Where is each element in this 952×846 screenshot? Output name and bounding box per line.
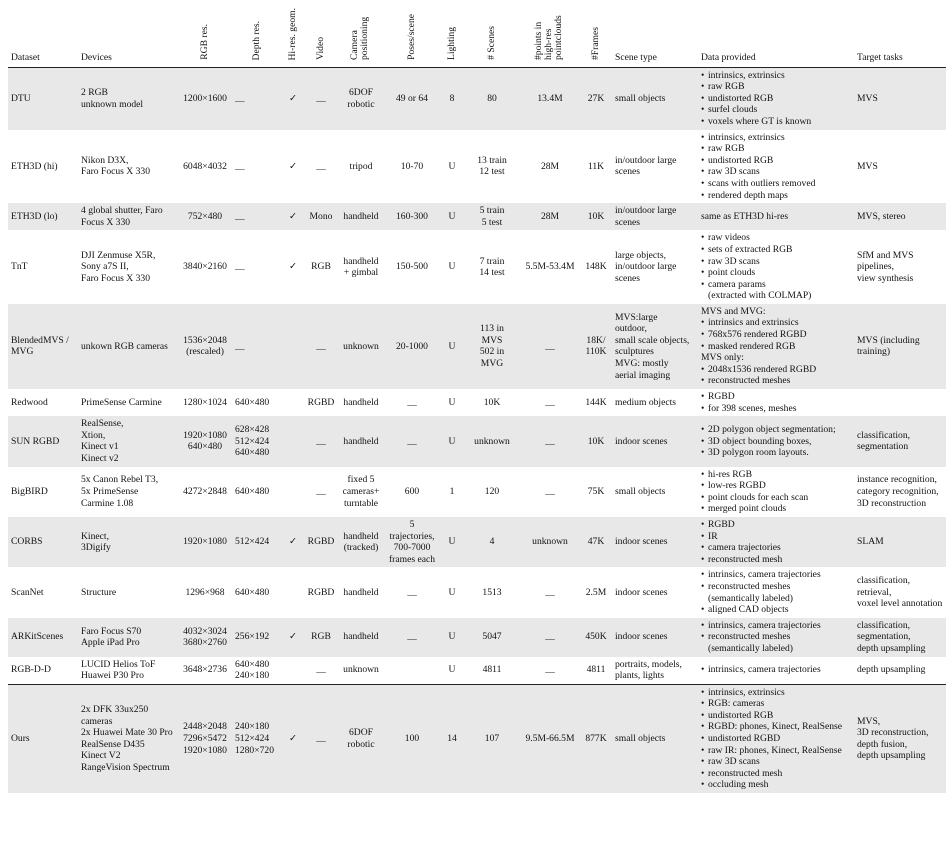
cell-frames: 877K: [580, 684, 612, 793]
data-provided-item: • reconstructed meshes: [701, 631, 851, 643]
cell-depth-res: __: [232, 67, 282, 129]
cell-lighting: U: [440, 416, 464, 466]
cell-devices: 4 global shutter, Faro Focus X 330: [78, 203, 178, 230]
cell-video: __: [304, 67, 338, 129]
cell-poses-scene: [384, 657, 440, 685]
cell-hires-geom: ✓: [282, 684, 304, 793]
cell-depth-res: 640×480 240×180: [235, 658, 270, 682]
cell-depth-res: 640×480: [235, 586, 270, 598]
header-data-provided: Data provided: [698, 6, 854, 67]
data-provided-list: [701, 469, 851, 515]
cell-poses-scene: __: [384, 416, 440, 466]
cell-rgb-res: 4032×3024 3680×2760: [178, 618, 232, 657]
cell-dataset: Redwood: [11, 396, 48, 408]
cell-lighting: U: [440, 517, 464, 567]
cell-scene-type: indoor scenes: [612, 416, 698, 466]
header-video: Video: [304, 6, 338, 67]
data-provided-item: • 3D polygon room layouts.: [701, 447, 851, 459]
cell-scene-type: medium objects: [615, 396, 677, 408]
data-provided-item: • intrinsics, camera trajectories: [701, 664, 851, 676]
cell-depth-res: 240×180 512×424 1280×720: [232, 684, 282, 793]
data-provided-item: • camera trajectories: [701, 542, 851, 554]
data-provided-item: • RGB: cameras: [701, 698, 851, 710]
header-row: [8, 6, 946, 67]
data-provided-item: • undistorted RGB: [701, 93, 851, 105]
cell-scenes: 4: [464, 517, 520, 567]
data-provided-item: • intrinsics and extrinsics: [701, 317, 851, 329]
cell-depth-res: __: [235, 160, 245, 172]
cell-depth-res: 640×480: [235, 396, 270, 408]
header-target-tasks: Target tasks: [854, 6, 946, 67]
cell-lighting: U: [448, 396, 456, 408]
cell-depth-res: 640×480: [235, 485, 270, 497]
cell-hires-geom: ✓: [282, 618, 304, 657]
data-provided-list: [701, 687, 851, 791]
cell-camera-positioning: unknown: [338, 304, 384, 389]
cell-devices: DJI Zenmuse X5R, Sony a7S II, Faro Focus X 330: [81, 249, 156, 284]
data-provided-list: [701, 664, 851, 676]
cell-points: __: [520, 416, 580, 466]
data-provided-item: • surfel clouds: [701, 104, 851, 116]
data-provided-list: [701, 232, 851, 302]
data-provided-note: (extracted with COLMAP): [708, 290, 812, 302]
cell-points: __: [520, 304, 580, 389]
cell-video: RGBD: [304, 517, 338, 567]
cell-scene-type: indoor scenes: [612, 517, 698, 567]
cell-video: __: [304, 416, 338, 466]
table-row: [8, 304, 946, 389]
cell-dataset: ETH3D (hi): [11, 160, 58, 172]
cell-points: unknown: [520, 517, 580, 567]
cell-camera-positioning: handheld + gimbal: [343, 255, 379, 279]
header-dataset: Dataset: [8, 6, 78, 67]
data-provided-item: • low-res RGBD: [701, 480, 851, 492]
cell-camera-positioning: handheld: [338, 416, 384, 466]
data-provided-list: [701, 70, 851, 128]
data-provided-item: • RGBD: [701, 391, 851, 403]
header-scene-type: Scene type: [612, 6, 698, 67]
cell-scene-type: in/outdoor large scenes: [615, 154, 677, 178]
header-points: #points in high-res pointclouds: [520, 6, 580, 67]
cell-hires-geom: ✓: [288, 261, 298, 273]
cell-poses-scene: 600: [404, 485, 420, 497]
data-provided-item: • IR: [701, 531, 851, 543]
data-provided-item: • point clouds for each scan: [701, 492, 851, 504]
cell-rgb-res: 1536×2048 (rescaled): [178, 304, 232, 389]
data-provided-item: • undistorted RGBD: [701, 733, 851, 745]
data-provided-item: • raw IR: phones, Kinect, RealSense: [701, 745, 851, 757]
cell-devices: 2 RGB unknown model: [78, 67, 178, 129]
data-provided-item: • raw 3D scans: [701, 256, 851, 268]
data-provided-item: • undistorted RGB: [701, 710, 851, 722]
cell-target-tasks: [854, 389, 946, 416]
cell-depth-res: 512×424: [232, 517, 282, 567]
data-provided-item: • 2048x1536 rendered RGBD: [701, 364, 851, 376]
table-row: [8, 517, 946, 567]
cell-camera-positioning: handheld: [338, 203, 384, 230]
table-row: [8, 684, 946, 793]
cell-scene-type: small objects: [612, 684, 698, 793]
cell-lighting: 8: [440, 67, 464, 129]
table-row: [8, 657, 946, 685]
data-provided-item: • reconstructed mesh: [701, 768, 851, 780]
table-row: [8, 389, 946, 416]
cell-scene-type: small objects: [612, 67, 698, 129]
cell-frames: 10K: [580, 203, 612, 230]
cell-dataset: RGB-D-D: [11, 664, 51, 676]
data-provided-list: [701, 424, 851, 459]
cell-data-provided: [698, 618, 854, 657]
cell-data-provided: [698, 657, 854, 685]
table-row: [8, 67, 946, 129]
cell-hires-geom: [282, 657, 304, 685]
header-hires-geom: Hi-res. geom.: [282, 6, 304, 67]
data-provided-item: • intrinsics, camera trajectories: [701, 569, 851, 581]
data-provided-item: • intrinsics, extrinsics: [701, 132, 851, 144]
cell-devices: Faro Focus S70 Apple iPad Pro: [78, 618, 178, 657]
cell-rgb-res: 3840×2160: [183, 261, 227, 273]
cell-data-provided: [698, 517, 854, 567]
header-rgb-res: RGB res.: [178, 6, 232, 67]
cell-devices: Kinect, 3Digify: [78, 517, 178, 567]
cell-scenes: 120: [484, 485, 500, 497]
cell-lighting: U: [440, 618, 464, 657]
cell-points: 28M: [540, 160, 560, 172]
cell-hires-geom: ✓: [282, 203, 304, 230]
cell-video: Mono: [304, 203, 338, 230]
data-provided-note: (semantically labeled): [708, 642, 793, 654]
cell-dataset: BlendedMVS / MVG: [8, 304, 78, 389]
cell-data-provided: [698, 203, 854, 230]
data-provided-item: • 2D polygon object segmentation;: [701, 424, 851, 436]
data-provided-list: [701, 364, 851, 387]
cell-rgb-res: 752×480: [178, 203, 232, 230]
data-provided-item: • aligned CAD objects: [701, 604, 851, 616]
cell-dataset: CORBS: [8, 517, 78, 567]
header-camera-positioning: Camera positioning: [338, 6, 384, 67]
cell-frames: 10K: [580, 416, 612, 466]
cell-rgb-res: 1296×968: [185, 586, 225, 598]
cell-points: __: [545, 664, 555, 676]
cell-devices: Nikon D3X, Faro Focus X 330: [81, 154, 151, 178]
data-provided-item: • intrinsics, camera trajectories: [701, 620, 851, 632]
cell-points: __: [545, 485, 555, 497]
cell-frames: 450K: [580, 618, 612, 657]
data-provided-item: • merged point clouds: [701, 503, 851, 515]
data-provided-list: [701, 391, 851, 414]
cell-depth-res: __: [232, 304, 282, 389]
data-provided-list: [701, 519, 851, 565]
cell-scenes: 113 in MVS 502 in MVG: [464, 304, 520, 389]
data-provided-item: • voxels where GT is known: [701, 116, 851, 128]
cell-hires-geom: [282, 389, 304, 416]
cell-frames: 75K: [587, 485, 605, 497]
data-provided-heading: MVS only:: [701, 352, 744, 364]
cell-points: 9.5M-66.5M: [520, 684, 580, 793]
data-provided-item: • undistorted RGB: [701, 155, 851, 167]
cell-target-tasks: classification, segmentation: [854, 416, 946, 466]
cell-target-tasks: SfM and MVS pipelines, view synthesis: [857, 249, 914, 284]
cell-lighting: U: [448, 160, 456, 172]
cell-dataset: ScanNet: [11, 586, 44, 598]
cell-rgb-res: 1280×1024: [183, 396, 227, 408]
data-provided-list: [701, 317, 851, 352]
cell-scenes: 5 train 5 test: [464, 203, 520, 230]
cell-scene-type: indoor scenes: [612, 618, 698, 657]
cell-camera-positioning: unknown: [343, 664, 379, 676]
cell-frames: 144K: [585, 396, 607, 408]
cell-video: RGB: [311, 261, 331, 273]
header-depth-res: Depth res.: [232, 6, 282, 67]
data-provided-item: • intrinsics, extrinsics: [701, 70, 851, 82]
cell-video: __: [304, 684, 338, 793]
cell-camera-positioning: handheld: [338, 618, 384, 657]
header-scenes: # Scenes: [464, 6, 520, 67]
cell-data-provided: [698, 416, 854, 466]
cell-poses-scene: 20-1000: [384, 304, 440, 389]
cell-devices: PrimeSense Carmine: [81, 396, 162, 408]
table-row: [8, 416, 946, 466]
cell-depth-res: 628×428 512×424 640×480: [232, 416, 282, 466]
data-provided-item: • raw 3D scans: [701, 166, 851, 178]
cell-video: RGBD: [307, 396, 335, 408]
cell-scene-type: indoor scenes: [615, 586, 668, 598]
data-provided-heading: MVS and MVG:: [701, 305, 766, 317]
cell-scene-type: portraits, models, plants, lights: [615, 658, 682, 682]
cell-poses-scene: 49 or 64: [384, 67, 440, 129]
cell-frames: 148K: [585, 261, 607, 273]
cell-camera-positioning: handheld: [343, 396, 379, 408]
cell-camera-positioning: 6DOF robotic: [338, 684, 384, 793]
data-provided-item: • rendered depth maps: [701, 190, 851, 202]
cell-video: RGB: [304, 618, 338, 657]
data-provided-item: • 3D object bounding boxes,: [701, 436, 851, 448]
table-body: [8, 67, 946, 793]
cell-devices: 5x Canon Rebel T3, 5x PrimeSense Carmine 1.08: [81, 474, 159, 509]
cell-video: __: [316, 485, 326, 497]
cell-depth-res: __: [235, 261, 245, 273]
data-provided-item: • reconstructed meshes: [701, 581, 851, 593]
cell-data-provided: [698, 567, 854, 617]
cell-hires-geom: [282, 416, 304, 466]
data-provided-item: • 768x576 rendered RGBD: [701, 329, 851, 341]
cell-poses-scene: __: [407, 586, 417, 598]
cell-rgb-res: 6048×4032: [183, 160, 227, 172]
cell-target-tasks: classification, retrieval, voxel level annotation: [857, 575, 943, 610]
cell-rgb-res: 1200×1600: [178, 67, 232, 129]
cell-poses-scene: 5 trajectories, 700-7000 frames each: [384, 517, 440, 567]
cell-frames: 47K: [580, 517, 612, 567]
cell-camera-positioning: 6DOF robotic: [338, 67, 384, 129]
data-provided-item: • raw RGB: [701, 81, 851, 93]
cell-points: __: [545, 586, 555, 598]
comparison-table-container: [8, 6, 946, 793]
cell-dataset: ETH3D (lo): [8, 203, 78, 230]
cell-camera-positioning: fixed 5 cameras+ turntable: [342, 474, 380, 509]
cell-rgb-res: 1920×1080: [178, 517, 232, 567]
dataset-comparison-table: [8, 6, 946, 793]
cell-data-provided: [698, 304, 854, 389]
cell-frames: 18K/ 110K: [580, 304, 612, 389]
cell-lighting: U: [448, 261, 456, 273]
cell-poses-scene: __: [407, 396, 417, 408]
data-provided-list: [701, 604, 851, 616]
cell-devices: 2x DFK 33ux250 cameras 2x Huawei Mate 30 Pro RealSense D435 Kinect V2 RangeVision Spectrum: [78, 684, 178, 793]
cell-devices: Structure: [81, 586, 117, 598]
cell-frames: 2.5M: [585, 586, 607, 598]
data-provided-item: • occluding mesh: [701, 779, 851, 791]
table-row: [8, 130, 946, 204]
cell-rgb-res: 3648×2736: [183, 664, 227, 676]
cell-scenes: 4811: [482, 664, 502, 676]
table-row: [8, 203, 946, 230]
cell-frames: 11K: [587, 160, 605, 172]
cell-rgb-res: 2448×2048 7296×5472 1920×1080: [178, 684, 232, 793]
cell-target-tasks: MVS: [854, 67, 946, 129]
cell-target-tasks: classification, segmentation, depth upsampling: [854, 618, 946, 657]
cell-hires-geom: [282, 304, 304, 389]
data-provided-item: • scans with outliers removed: [701, 178, 851, 190]
cell-rgb-res: 4272×2848: [183, 485, 227, 497]
table-row: [8, 467, 946, 517]
cell-devices: unkown RGB cameras: [78, 304, 178, 389]
cell-scene-type: large objects, in/outdoor large scenes: [615, 249, 677, 284]
cell-frames: 27K: [580, 67, 612, 129]
cell-dataset: BigBIRD: [11, 485, 48, 497]
cell-video: __: [316, 664, 326, 676]
header-poses-scene: Poses/scene: [384, 6, 440, 67]
cell-lighting: 1: [449, 485, 455, 497]
cell-dataset: TnT: [11, 261, 28, 273]
cell-poses-scene: 100: [384, 684, 440, 793]
cell-data-provided: [698, 67, 854, 129]
cell-target-tasks: SLAM: [854, 517, 946, 567]
header-frames: #Frames: [580, 6, 612, 67]
cell-data-provided: [698, 467, 854, 517]
data-provided-list: [701, 132, 851, 202]
cell-video: RGBD: [307, 586, 335, 598]
cell-target-tasks: MVS: [857, 160, 878, 172]
cell-poses-scene: __: [384, 618, 440, 657]
data-provided-item: • raw videos: [701, 232, 851, 244]
data-provided-list: [701, 620, 851, 655]
cell-data-provided: [698, 230, 854, 304]
cell-scene-type: MVS:large outdoor, small scale objects, sculptures MVG: mostly aerial imaging: [612, 304, 698, 389]
cell-hires-geom: [282, 467, 304, 517]
cell-points: __: [545, 396, 555, 408]
data-provided-note: (semantically labeled): [708, 592, 793, 604]
cell-depth-res: 256×192: [232, 618, 282, 657]
data-provided-list: [701, 569, 851, 604]
data-provided-item: • hi-res RGB: [701, 469, 851, 481]
cell-scene-type: in/outdoor large scenes: [612, 203, 698, 230]
cell-points: 28M: [520, 203, 580, 230]
cell-scenes: unknown: [464, 416, 520, 466]
cell-frames: 4811: [586, 664, 606, 676]
cell-target-tasks: depth upsampling: [857, 664, 926, 676]
data-provided-item: • masked rendered RGB: [701, 341, 851, 353]
cell-lighting: U: [448, 664, 456, 676]
cell-dataset: DTU: [8, 67, 78, 129]
cell-camera-positioning: handheld (tracked): [338, 517, 384, 567]
data-provided-item: • camera params: [701, 279, 851, 291]
data-provided-item: • RGBD: phones, Kinect, RealSense: [701, 721, 851, 733]
cell-scenes: 107: [464, 684, 520, 793]
cell-dataset: SUN RGBD: [8, 416, 78, 466]
cell-video: __: [304, 304, 338, 389]
cell-target-tasks: MVS, stereo: [854, 203, 946, 230]
cell-poses-scene: 150-500: [396, 261, 428, 273]
cell-points: 13.4M: [520, 67, 580, 129]
cell-camera-positioning: handheld: [343, 586, 379, 598]
cell-data-provided: [698, 389, 854, 416]
data-provided-item: • reconstructed meshes: [701, 375, 851, 387]
cell-scenes: 5047: [464, 618, 520, 657]
cell-depth-res: __: [232, 203, 282, 230]
header-lighting: Lighting: [440, 6, 464, 67]
cell-devices: LUCID Helios ToF Huawei P30 Pro: [81, 658, 156, 682]
cell-hires-geom: [282, 567, 304, 617]
cell-dataset: ARKitScenes: [8, 618, 78, 657]
cell-poses-scene: 160-300: [384, 203, 440, 230]
data-provided-item: • intrinsics, extrinsics: [701, 687, 851, 699]
header-devices: Devices: [78, 6, 178, 67]
data-provided-item: • reconstructed mesh: [701, 554, 851, 566]
cell-points: 5.5M-53.4M: [525, 261, 575, 273]
cell-target-tasks: MVS, 3D reconstruction, depth fusion, depth upsampling: [854, 684, 946, 793]
data-provided-item: • RGBD: [701, 519, 851, 531]
data-provided-heading: same as ETH3D hi-res: [701, 210, 789, 222]
cell-lighting: U: [440, 304, 464, 389]
cell-data-provided: [698, 684, 854, 793]
cell-lighting: 14: [440, 684, 464, 793]
data-provided-item: • point clouds: [701, 267, 851, 279]
table-row: [8, 230, 946, 304]
data-provided-item: • raw 3D scans: [701, 756, 851, 768]
cell-lighting: U: [440, 203, 464, 230]
cell-hires-geom: ✓: [282, 517, 304, 567]
cell-poses-scene: 10-70: [400, 160, 424, 172]
cell-devices: RealSense, Xtion, Kinect v1 Kinect v2: [78, 416, 178, 466]
cell-camera-positioning: tripod: [349, 160, 373, 172]
cell-hires-geom: ✓: [282, 67, 304, 129]
cell-lighting: U: [448, 586, 456, 598]
data-provided-item: • sets of extracted RGB: [701, 244, 851, 256]
cell-video: __: [316, 160, 326, 172]
table-row: [8, 567, 946, 617]
cell-scenes: 80: [464, 67, 520, 129]
cell-scenes: 10K: [483, 396, 501, 408]
data-provided-item: • for 398 scenes, meshes: [701, 403, 851, 415]
cell-rgb-res: 1920×1080 640×480: [178, 416, 232, 466]
cell-points: __: [520, 618, 580, 657]
cell-scene-type: small objects: [615, 485, 666, 497]
cell-target-tasks: instance recognition, category recognition, 3D reconstruction: [857, 474, 939, 509]
cell-scenes: 1513: [482, 586, 502, 598]
data-provided-item: • raw RGB: [701, 143, 851, 155]
cell-hires-geom: ✓: [288, 160, 298, 172]
cell-scenes: 13 train 12 test: [477, 154, 507, 178]
cell-data-provided: [698, 130, 854, 204]
cell-dataset: Ours: [8, 684, 78, 793]
table-row: [8, 618, 946, 657]
cell-scenes: 7 train 14 test: [479, 255, 505, 279]
cell-target-tasks: MVS (including training): [854, 304, 946, 389]
